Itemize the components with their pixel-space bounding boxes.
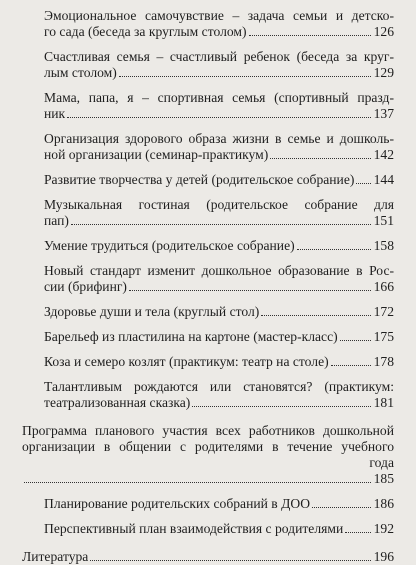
dot-leader	[261, 305, 370, 316]
toc-entry-line: Музыкальная гостиная (родительское собрание для	[44, 197, 394, 212]
toc-entry-title-end: пап)	[44, 213, 69, 228]
toc-entry[interactable]	[44, 90, 394, 122]
toc-entry[interactable]	[44, 354, 394, 370]
toc-entry-line: Программа планового участия всех работников дошкольной	[22, 423, 394, 438]
page-number: 129	[373, 65, 394, 80]
dot-leader	[312, 497, 371, 508]
page-number: 186	[373, 496, 394, 511]
toc-entry[interactable]	[44, 8, 394, 40]
toc-entry[interactable]	[44, 379, 394, 411]
toc-entry-title-end: Литература	[22, 549, 89, 564]
dot-leader	[356, 173, 370, 184]
toc-entry-last-line	[44, 395, 394, 411]
toc-entry-right-line	[22, 455, 394, 471]
page-number: 151	[373, 213, 394, 228]
toc-entry-line: Новый стандарт изменит дошкольное образование в Рос-	[44, 263, 394, 278]
toc-entry-title-end: театрализованная сказка)	[44, 395, 191, 410]
toc-entry-last-line	[44, 521, 394, 537]
page-number: 185	[373, 471, 394, 486]
toc-entry-title-end: го сада (беседа за круглым столом)	[44, 24, 247, 39]
toc-entry-title-end: сии (брифинг)	[44, 279, 127, 294]
toc-entry-title-end: лым столом)	[44, 65, 117, 80]
toc-entry-line: Эмоциональное самочувствие – задача семьи и детско-	[44, 8, 394, 23]
dot-leader	[249, 25, 371, 36]
page-number: 196	[373, 549, 394, 564]
toc-entry-last-line	[44, 304, 394, 320]
page-number: 175	[373, 329, 394, 344]
toc-entry-title-end: Коза и семеро козлят (практикум: театр на столе)	[44, 354, 329, 369]
toc-entry-title-end: Барельеф из пластилина на картоне (мастер-класс)	[44, 329, 338, 344]
dot-leader	[345, 522, 370, 533]
dot-leader	[192, 396, 370, 407]
dot-leader	[270, 148, 370, 159]
toc-entry-last-line	[22, 549, 394, 565]
dot-leader	[71, 214, 371, 225]
toc-entry-title-end: Перспективный план взаимодействия с родителями	[44, 521, 344, 536]
toc-entry[interactable]	[44, 172, 394, 188]
page-number: 181	[373, 395, 394, 410]
page-number: 126	[373, 24, 394, 39]
toc-entry-line: организации в общении с родителями в течение учебного	[22, 439, 394, 454]
page-number: 178	[373, 354, 394, 369]
toc-entry[interactable]	[44, 238, 394, 254]
toc-entry-title-end: Здоровье души и тела (круглый стол)	[44, 304, 260, 319]
dot-leader	[297, 239, 371, 250]
page-number: 142	[373, 147, 394, 162]
toc-entry-last-line	[44, 238, 394, 254]
toc-entry[interactable]	[44, 496, 394, 512]
toc-entry-last-line	[44, 279, 394, 295]
toc-entry-line: Счастливая семья – счастливый ребенок (беседа за круг-	[44, 49, 394, 64]
page-number: 192	[373, 521, 394, 536]
dot-leader	[129, 280, 371, 291]
toc-entry[interactable]	[44, 521, 394, 537]
page-number: 137	[373, 106, 394, 121]
toc-entry[interactable]	[44, 49, 394, 81]
table-of-contents	[22, 8, 394, 565]
toc-entry-last-line	[44, 24, 394, 40]
toc-entry-line: Талантливым рождаются или становятся? (практикум:	[44, 379, 394, 394]
toc-entry-last-line	[44, 172, 394, 188]
toc-entry-title-end: Планирование родительских собраний в ДОО	[44, 496, 311, 511]
toc-entry-last-line	[44, 106, 394, 122]
toc-entry-line: Мама, папа, я – спортивная семья (спортивный празд-	[44, 90, 394, 105]
toc-entry-last-line	[44, 147, 394, 163]
dot-leader	[24, 472, 371, 483]
page-number: 172	[373, 304, 394, 319]
dot-leader	[340, 330, 371, 341]
toc-entry[interactable]	[44, 304, 394, 320]
toc-entry[interactable]	[44, 263, 394, 295]
toc-entry-last-line	[22, 471, 394, 487]
toc-entry[interactable]	[22, 423, 394, 487]
toc-entry[interactable]	[44, 197, 394, 229]
dot-leader	[67, 107, 370, 118]
toc-entry[interactable]	[44, 329, 394, 345]
toc-entry-last-line	[44, 213, 394, 229]
toc-entry-last-line	[44, 496, 394, 512]
toc-entry-last-line	[44, 329, 394, 345]
toc-entry-last-line	[44, 354, 394, 370]
toc-entry[interactable]	[22, 549, 394, 565]
toc-entry-title-end: ник	[44, 106, 66, 121]
toc-entry-title-end: года	[369, 455, 394, 470]
page-number: 166	[373, 279, 394, 294]
toc-entry-title-end: ной организации (семинар-практикум)	[44, 147, 269, 162]
page-number: 144	[373, 172, 394, 187]
dot-leader	[119, 66, 371, 77]
toc-entry-last-line	[44, 65, 394, 81]
page-number: 158	[373, 238, 394, 253]
toc-entry-title-end: Умение трудиться (родительское собрание)	[44, 238, 295, 253]
toc-entry-line: Организация здорового образа жизни в семье и дошколь-	[44, 131, 394, 146]
dot-leader	[331, 355, 371, 366]
toc-entry[interactable]	[44, 131, 394, 163]
toc-entry-title-end: Развитие творчества у детей (родительское собрание)	[44, 172, 355, 187]
